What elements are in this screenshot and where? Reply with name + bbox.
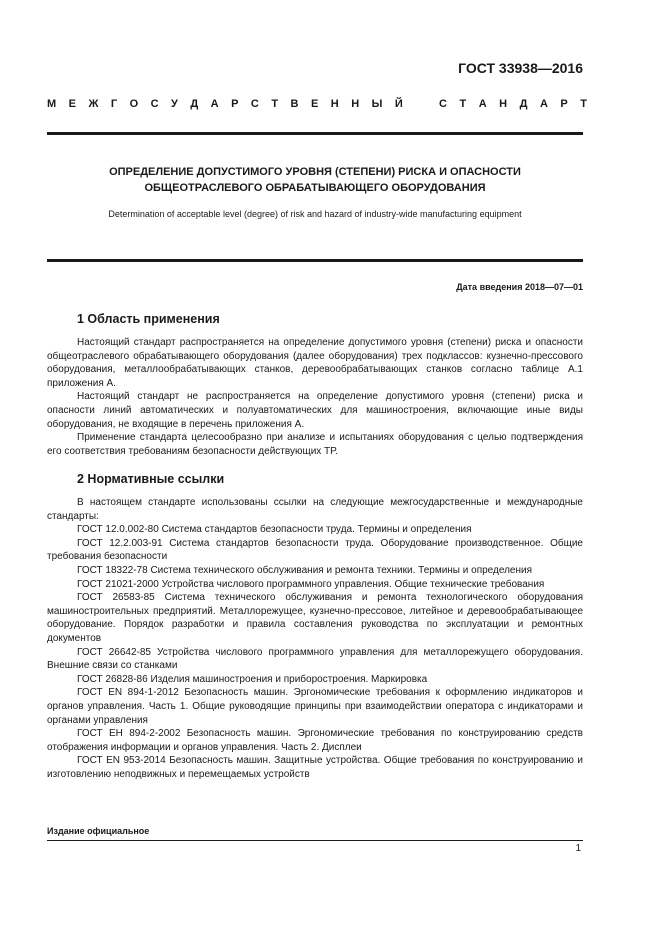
letter: Н [351, 98, 360, 110]
letter: Н [330, 98, 339, 110]
title-line-2: ОБЩЕОТРАСЛЕВОГО ОБРАБАТЫВАЮЩЕГО ОБОРУДОВАНИЯ [144, 182, 486, 194]
letter: Д [190, 98, 199, 110]
letter: В [290, 98, 299, 110]
reference-item: ГОСТ 12.0.002-80 Система стандартов безопасности труда. Термины и определения [77, 524, 472, 536]
letter: Й [394, 98, 403, 110]
letter: С [150, 98, 159, 110]
paragraph: Настоящий стандарт распространяется на определение допустимого уровня (степени) риска и опасности общеотраслевого обрабатывающего оборудования (далее оборудования) трех подклассов: кузнечно-прессового оборудования, металлообрабатывающих станков, деревообрабатывающих станков согласно таблице А.1 приложения А. [47, 337, 583, 389]
letter: Н [499, 98, 508, 110]
letter: Р [231, 98, 239, 110]
letter: С [250, 98, 259, 110]
english-title: Determination of acceptable level (degree) of risk and hazard of industry-wide manufacturing equipment [108, 209, 522, 219]
document-title [47, 164, 583, 196]
letter: Ы [371, 98, 383, 110]
letter: Р [560, 98, 568, 110]
letter: А [539, 98, 548, 110]
footer-rule [47, 840, 583, 841]
letter: Д [519, 98, 528, 110]
reference-item: ГОСТ 26828-86 Изделия машиностроения и приборостроения. Маркировка [77, 673, 428, 685]
letter: С [439, 98, 447, 110]
section-1-heading: 1 Область применения [77, 312, 220, 326]
letter: Т [271, 98, 279, 110]
standard-kind [47, 98, 587, 110]
kind-word-interstate [47, 98, 403, 110]
reference-item: ГОСТ 18322-78 Система технического обслуживания и ремонта техники. Термины и определения [77, 564, 533, 576]
reference-item: ГОСТ 26583-85 Система технического обслуживания и ремонта технологического оборудования машиностроительных предприятий. Металлорежущее, кузнечно-прессовое, литейное и деревообрабатывающее оборудование. Порядок разработки и правила составления руководства по эксплуатации и ремонтных документов [47, 592, 583, 644]
section-2-body [47, 496, 583, 781]
header-rule [47, 132, 583, 135]
section-2-heading: 2 Нормативные ссылки [77, 472, 225, 486]
reference-item: ГОСТ 26642-85 Устройства числового программного управления для металлорежущего оборудования. Внешние связи со станками [47, 646, 583, 672]
letter: Т [459, 98, 467, 110]
letter: У [171, 98, 178, 110]
kind-word-standard [439, 98, 587, 110]
letter: Ж [88, 98, 99, 110]
letter: О [129, 98, 139, 110]
title-line-1: ОПРЕДЕЛЕНИЕ ДОПУСТИМОГО УРОВНЯ (СТЕПЕНИ) РИСКА И ОПАСНОСТИ [109, 166, 521, 178]
letter: М [47, 98, 57, 110]
section-1-body [47, 336, 583, 458]
page-number: 1 [575, 843, 581, 854]
official-edition-label: Издание официальное [47, 826, 150, 836]
reference-item: ГОСТ ЕН 894-2-2002 Безопасность машин. Эргономические требования по конструированию средств отображения информации и органов управления. Часть 2. Дисплеи [47, 728, 583, 753]
letter: Е [310, 98, 319, 110]
paragraph: Настоящий стандарт не распространяется на определение допустимого уровня (степени) риска и опасности линий автоматических и полуавтоматических для машиностроения, включающие иные виды оборудования, не входящие в перечень приложения А. [47, 391, 583, 430]
paragraph: В настоящем стандарте использованы ссылки на следующие межгосударственные и международные стандарты: [47, 497, 583, 522]
paragraph: Применение стандарта целесообразно при анализе и испытаниях оборудования с целью подтверждения его соответствия требованиям безопасности действующих ТР. [47, 432, 583, 457]
letter: Т [580, 98, 587, 110]
reference-item: ГОСТ EN 894-1-2012 Безопасность машин. Эргономические требования к оформлению индикаторов и органов управления. Часть 1. Общие руководящие принципы при взаимодействии оператора с индикаторами и органами управления [47, 687, 583, 726]
title-rule [47, 259, 583, 262]
letter: Г [110, 98, 118, 110]
reference-item: ГОСТ 21021-2000 Устройства числового программного управления. Общие технические требования [77, 578, 545, 590]
reference-item: ГОСТ EN 953-2014 Безопасность машин. Защитные устройства. Общие требования по конструированию и изготовлению неподвижных и перемещаемых устройств [47, 755, 583, 780]
standard-number: ГОСТ 33938—2016 [458, 60, 583, 76]
letter: А [210, 98, 219, 110]
letter: Е [68, 98, 76, 110]
introduction-date: Дата введения 2018—07—01 [456, 282, 583, 292]
letter: А [478, 98, 487, 110]
reference-item: ГОСТ 12.2.003-91 Система стандартов безопасности труда. Оборудование производственное. Общие требования безопасности [47, 537, 583, 563]
